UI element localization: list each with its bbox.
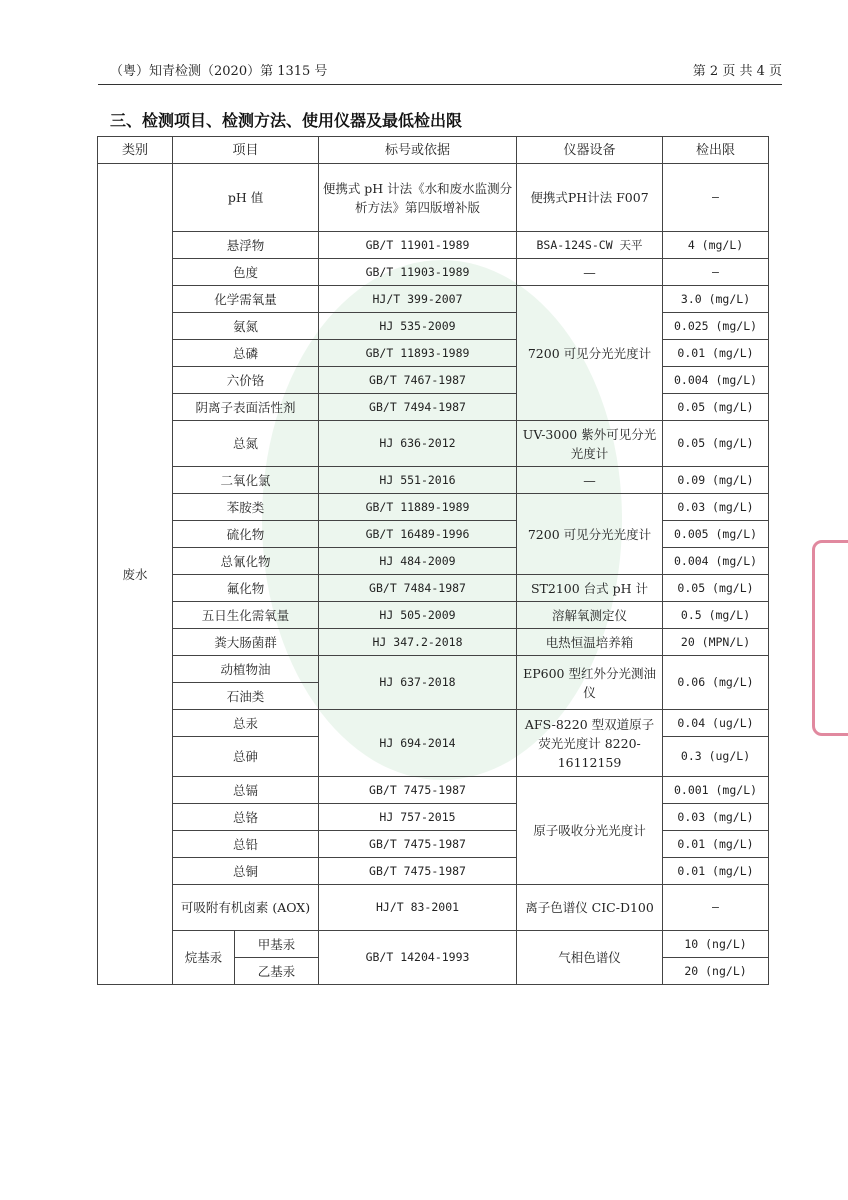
limit-cell: 3.0 (mg/L) bbox=[663, 286, 769, 313]
limit-cell: 0.09 (mg/L) bbox=[663, 467, 769, 494]
method-cell: HJ 505-2009 bbox=[319, 602, 517, 629]
limit-cell: 0.03 (mg/L) bbox=[663, 804, 769, 831]
table-row bbox=[98, 521, 769, 548]
method-cell: GB/T 7467-1987 bbox=[319, 367, 517, 394]
table-row bbox=[98, 259, 769, 286]
limit-cell: 0.3 (ug/L) bbox=[663, 737, 769, 777]
item-cell: 总氰化物 bbox=[173, 548, 319, 575]
instrument-cell: 7200 可见分光光度计 bbox=[517, 286, 663, 421]
method-cell: HJ 637-2018 bbox=[319, 656, 517, 710]
table-row bbox=[98, 313, 769, 340]
method-cell: 便携式 pH 计法《水和废水监测分析方法》第四版增补版 bbox=[319, 164, 517, 232]
header-item: 项目 bbox=[173, 137, 319, 164]
table-row bbox=[98, 421, 769, 467]
instrument-cell: 气相色谱仪 bbox=[517, 931, 663, 985]
item-cell: 总铬 bbox=[173, 804, 319, 831]
instrument-cell: 电热恒温培养箱 bbox=[517, 629, 663, 656]
instrument-cell: 便携式PH计法 F007 bbox=[517, 164, 663, 232]
report-number: （粤）知青检测（2020）第 1315 号 bbox=[110, 64, 328, 79]
instrument-cell: 离子色谱仪 CIC-D100 bbox=[517, 885, 663, 931]
item-cell: 五日生化需氧量 bbox=[173, 602, 319, 629]
limit-cell: — bbox=[663, 259, 769, 286]
table-row bbox=[98, 602, 769, 629]
instrument-cell: ST2100 台式 pH 计 bbox=[517, 575, 663, 602]
table-row bbox=[98, 885, 769, 931]
table-row bbox=[98, 710, 769, 737]
item-cell: 甲基汞 bbox=[235, 931, 319, 958]
instrument-cell: 原子吸收分光光度计 bbox=[517, 777, 663, 885]
instrument-cell: — bbox=[517, 467, 663, 494]
table-row bbox=[98, 286, 769, 313]
limit-cell: 0.025 (mg/L) bbox=[663, 313, 769, 340]
table-row bbox=[98, 656, 769, 683]
limit-cell: 0.005 (mg/L) bbox=[663, 521, 769, 548]
table-row bbox=[98, 575, 769, 602]
item-cell: 色度 bbox=[173, 259, 319, 286]
item-cell: 悬浮物 bbox=[173, 232, 319, 259]
method-cell: HJ 757-2015 bbox=[319, 804, 517, 831]
item-cell: 六价铬 bbox=[173, 367, 319, 394]
table-row bbox=[98, 831, 769, 858]
item-cell: 总砷 bbox=[173, 737, 319, 777]
alkyl-group-label: 烷基汞 bbox=[173, 931, 235, 985]
method-cell: GB/T 11901-1989 bbox=[319, 232, 517, 259]
method-cell: HJ 347.2-2018 bbox=[319, 629, 517, 656]
table-row bbox=[98, 367, 769, 394]
item-cell: 总磷 bbox=[173, 340, 319, 367]
item-cell: 总铅 bbox=[173, 831, 319, 858]
method-cell: GB/T 11903-1989 bbox=[319, 259, 517, 286]
item-cell: 苯胺类 bbox=[173, 494, 319, 521]
item-cell: 乙基汞 bbox=[235, 958, 319, 985]
limit-cell: 0.01 (mg/L) bbox=[663, 858, 769, 885]
table-row bbox=[98, 164, 769, 232]
item-cell: 总氮 bbox=[173, 421, 319, 467]
instrument-cell: 7200 可见分光光度计 bbox=[517, 494, 663, 575]
page-info: 第 2 页 共 4 页 bbox=[692, 64, 782, 79]
method-cell: GB/T 7475-1987 bbox=[319, 777, 517, 804]
section-title: 三、检测项目、检测方法、使用仪器及最低检出限 bbox=[110, 111, 463, 130]
limit-cell: 4 (mg/L) bbox=[663, 232, 769, 259]
item-cell: 阴离子表面活性剂 bbox=[173, 394, 319, 421]
item-cell: 总汞 bbox=[173, 710, 319, 737]
table-row bbox=[98, 232, 769, 259]
limit-cell: 0.01 (mg/L) bbox=[663, 831, 769, 858]
item-cell: 二氧化氯 bbox=[173, 467, 319, 494]
limit-cell: 0.05 (mg/L) bbox=[663, 421, 769, 467]
table-row bbox=[98, 467, 769, 494]
table-row bbox=[98, 858, 769, 885]
methods-table bbox=[97, 136, 769, 985]
instrument-cell: EP600 型红外分光测油仪 bbox=[517, 656, 663, 710]
item-cell: 动植物油 bbox=[173, 656, 319, 683]
item-cell: 粪大肠菌群 bbox=[173, 629, 319, 656]
seal-stamp bbox=[812, 540, 848, 736]
header-category: 类别 bbox=[98, 137, 173, 164]
method-cell: HJ/T 83-2001 bbox=[319, 885, 517, 931]
header-instrument: 仪器设备 bbox=[517, 137, 663, 164]
method-cell: GB/T 7475-1987 bbox=[319, 858, 517, 885]
method-cell: GB/T 14204-1993 bbox=[319, 931, 517, 985]
item-cell: pH 值 bbox=[173, 164, 319, 232]
limit-cell: 0.04 (ug/L) bbox=[663, 710, 769, 737]
header-method: 标号或依据 bbox=[319, 137, 517, 164]
table-row bbox=[98, 804, 769, 831]
item-cell: 氟化物 bbox=[173, 575, 319, 602]
item-cell: 化学需氧量 bbox=[173, 286, 319, 313]
method-cell: HJ 535-2009 bbox=[319, 313, 517, 340]
method-cell: HJ 551-2016 bbox=[319, 467, 517, 494]
method-cell: GB/T 11893-1989 bbox=[319, 340, 517, 367]
method-cell: GB/T 11889-1989 bbox=[319, 494, 517, 521]
instrument-cell: 溶解氧测定仪 bbox=[517, 602, 663, 629]
header-rule bbox=[98, 84, 782, 85]
table-row bbox=[98, 394, 769, 421]
table-row bbox=[98, 548, 769, 575]
limit-cell: 20 (ng/L) bbox=[663, 958, 769, 985]
limit-cell: 0.05 (mg/L) bbox=[663, 394, 769, 421]
limit-cell: 0.03 (mg/L) bbox=[663, 494, 769, 521]
method-cell: GB/T 7475-1987 bbox=[319, 831, 517, 858]
table-row bbox=[98, 931, 769, 958]
limit-cell: 0.01 (mg/L) bbox=[663, 340, 769, 367]
method-cell: GB/T 7484-1987 bbox=[319, 575, 517, 602]
limit-cell: 0.05 (mg/L) bbox=[663, 575, 769, 602]
limit-cell: — bbox=[663, 885, 769, 931]
instrument-cell: — bbox=[517, 259, 663, 286]
item-cell: 可吸附有机卤素 (AOX) bbox=[173, 885, 319, 931]
method-cell: HJ 694-2014 bbox=[319, 710, 517, 777]
table-header-row bbox=[98, 137, 769, 164]
limit-cell: 0.004 (mg/L) bbox=[663, 548, 769, 575]
limit-cell: 20 (MPN/L) bbox=[663, 629, 769, 656]
limit-cell: — bbox=[663, 164, 769, 232]
instrument-cell: UV-3000 紫外可见分光光度计 bbox=[517, 421, 663, 467]
method-cell: HJ/T 399-2007 bbox=[319, 286, 517, 313]
item-cell: 石油类 bbox=[173, 683, 319, 710]
category-cell: 废水 bbox=[98, 164, 173, 985]
limit-cell: 0.001 (mg/L) bbox=[663, 777, 769, 804]
header-limit: 检出限 bbox=[663, 137, 769, 164]
table-row bbox=[98, 494, 769, 521]
limit-cell: 0.06 (mg/L) bbox=[663, 656, 769, 710]
instrument-cell: AFS-8220 型双道原子荧光光度计 8220-16112159 bbox=[517, 710, 663, 777]
item-cell: 氨氮 bbox=[173, 313, 319, 340]
item-cell: 总铜 bbox=[173, 858, 319, 885]
method-cell: GB/T 7494-1987 bbox=[319, 394, 517, 421]
instrument-cell: BSA-124S-CW 天平 bbox=[517, 232, 663, 259]
table-row bbox=[98, 340, 769, 367]
limit-cell: 0.004 (mg/L) bbox=[663, 367, 769, 394]
item-cell: 硫化物 bbox=[173, 521, 319, 548]
method-cell: GB/T 16489-1996 bbox=[319, 521, 517, 548]
method-cell: HJ 636-2012 bbox=[319, 421, 517, 467]
table-row bbox=[98, 777, 769, 804]
limit-cell: 10 (ng/L) bbox=[663, 931, 769, 958]
limit-cell: 0.5 (mg/L) bbox=[663, 602, 769, 629]
item-cell: 总镉 bbox=[173, 777, 319, 804]
table-row bbox=[98, 629, 769, 656]
method-cell: HJ 484-2009 bbox=[319, 548, 517, 575]
